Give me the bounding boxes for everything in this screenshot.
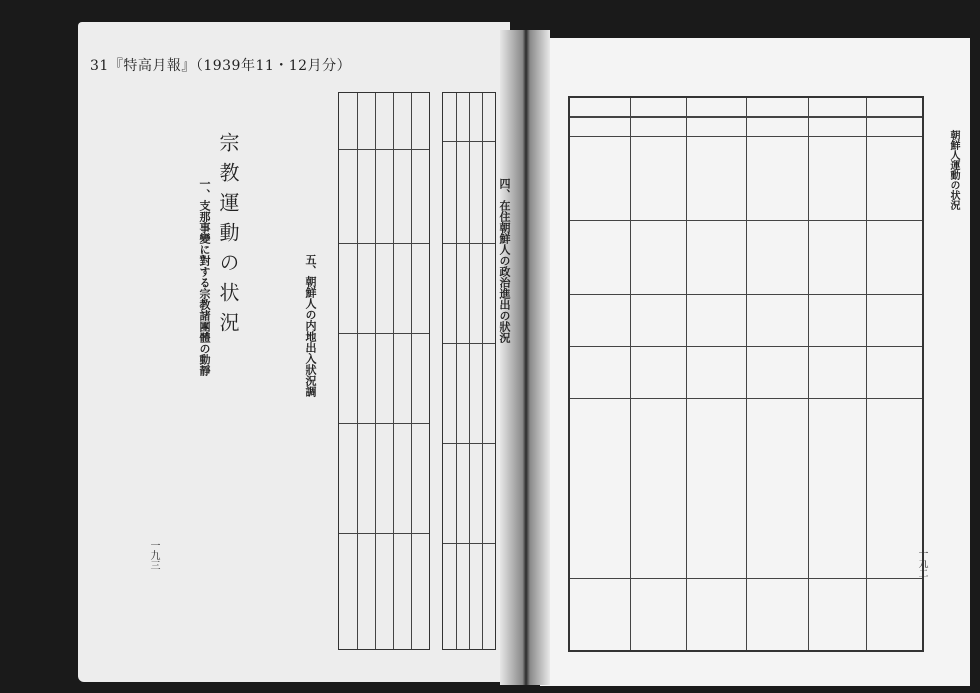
table-migration <box>338 92 430 650</box>
running-head: 31『特高月報』（1939年11・12月分） <box>90 58 352 74</box>
book-gutter <box>500 30 550 685</box>
table-political <box>442 92 496 650</box>
section-5-title: 五、朝鮮人の内地出入狀況調 <box>304 254 317 397</box>
running-head-right: 朝鮮人運動の状況 <box>948 130 959 210</box>
table-disputes <box>568 96 924 652</box>
section-title: 宗教運動の状況 <box>216 132 240 342</box>
page-number-left: 一九三 <box>148 540 159 570</box>
page-number-right: 一九二 <box>916 548 927 578</box>
subheading: 一、支那事變に對する宗教諸團體の動靜 <box>198 178 211 376</box>
section-4-title: 四、在住朝鮮人の政治進出の狀況 <box>498 178 511 343</box>
